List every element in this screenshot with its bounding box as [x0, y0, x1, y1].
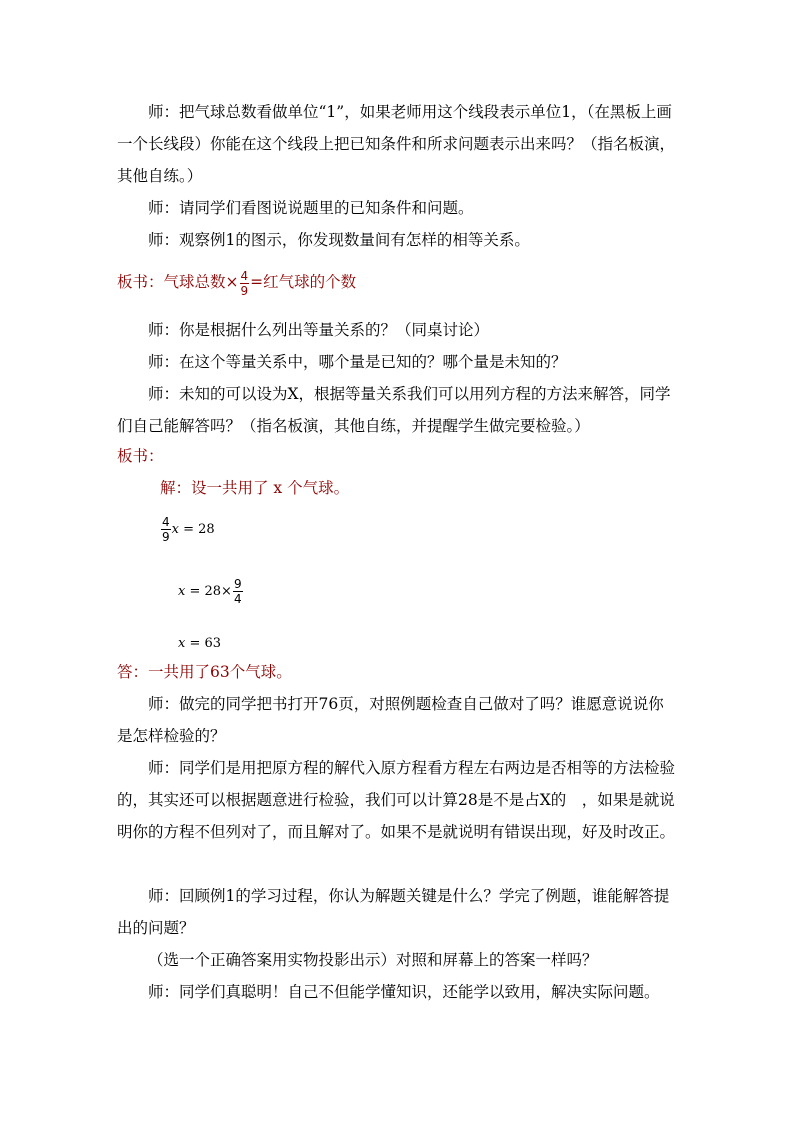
equation-2-fraction: [233, 577, 243, 606]
equation-1-variable: x: [171, 522, 179, 537]
equation-3-rhs: = 63: [185, 636, 222, 651]
solution-intro: 解：设一共用了 x 个气球。: [160, 479, 350, 497]
board-relation-suffix: =红气球的个数: [250, 273, 357, 291]
board-relation-prefix: 板书：气球总数×: [117, 273, 239, 291]
paragraph-teacher-look-at-diagram: 师：请同学们看图说说题里的已知条件和问题。: [148, 199, 474, 217]
board-writing-label: 板书：: [117, 447, 164, 465]
paragraph-teacher-praise: 师：同学们真聪明！自己不但能学懂知识，还能学以致用，解决实际问题。: [148, 983, 660, 1001]
equation-2-numerator: 9: [233, 577, 242, 591]
equation-1-fraction: [161, 515, 171, 544]
equation-step-1: [160, 515, 215, 544]
equation-3-variable: x: [178, 636, 186, 651]
equation-1-denominator: 9: [162, 530, 170, 544]
fraction-denominator: 9: [240, 283, 249, 298]
paragraph-teacher-set-unknown: 师：未知的可以设为X，根据等量关系我们可以用列方程的方法来解答，同学们自己能解答吗？（指名板演，其他自练，并提醒学生做完要检验。）: [117, 385, 671, 435]
paragraph-teacher-observe-example: 师：观察例1的图示，你发现数量间有怎样的相等关系。: [148, 231, 530, 249]
board-writing-relation: [117, 264, 677, 300]
equation-1-rhs: = 28: [178, 522, 215, 537]
equation-step-2: [178, 577, 244, 606]
fraction-numerator: 4: [240, 268, 249, 283]
equation-step-3: [178, 634, 221, 654]
answer-line: 答：一共用了63个气球。: [117, 663, 292, 681]
paragraph-teacher-verify-method: 师：同学们是用把原方程的解代入原方程看方程左右两边是否相等的方法检验的，其实还可以根据题意进行检验，我们可以计算28是不是占X的 ，如果是就说明你的方程不但列对了，而且解对了。如果不是就说明有错误出现，好及时改正。: [117, 759, 676, 841]
paragraph-teacher-review: 师：回顾例1的学习过程，你认为解题关键是什么？学完了例题，谁能解答提出的问题？: [117, 887, 670, 937]
equation-2-denominator: 4: [233, 592, 242, 606]
paragraph-teacher-check-book: 师：做完的同学把书打开76页，对照例题检查自己做对了吗？谁愿意说说你是怎样检验的？: [117, 695, 664, 745]
equation-1-numerator: 4: [162, 515, 170, 529]
paragraph-teacher-unit-one: 师：把气球总数看做单位“1”，如果老师用这个线段表示单位1，（在黑板上画一个长线段）你能在这个线段上把已知条件和所求问题表示出来吗？（指名板演，其他自练。）: [117, 103, 676, 185]
paragraph-teacher-known-unknown: 师：在这个等量关系中，哪个量是已知的？哪个量是未知的？: [148, 353, 567, 371]
fraction-four-ninths: [240, 269, 250, 298]
equation-2-variable: x: [178, 584, 186, 599]
equation-2-rhs: = 28×: [185, 584, 232, 599]
paragraph-teacher-how-to-list: 师：你是根据什么列出等量关系的？（同桌讨论）: [148, 321, 490, 339]
paragraph-projection: （选一个正确答案用实物投影出示）对照和屏幕上的答案一样吗？: [148, 951, 598, 969]
